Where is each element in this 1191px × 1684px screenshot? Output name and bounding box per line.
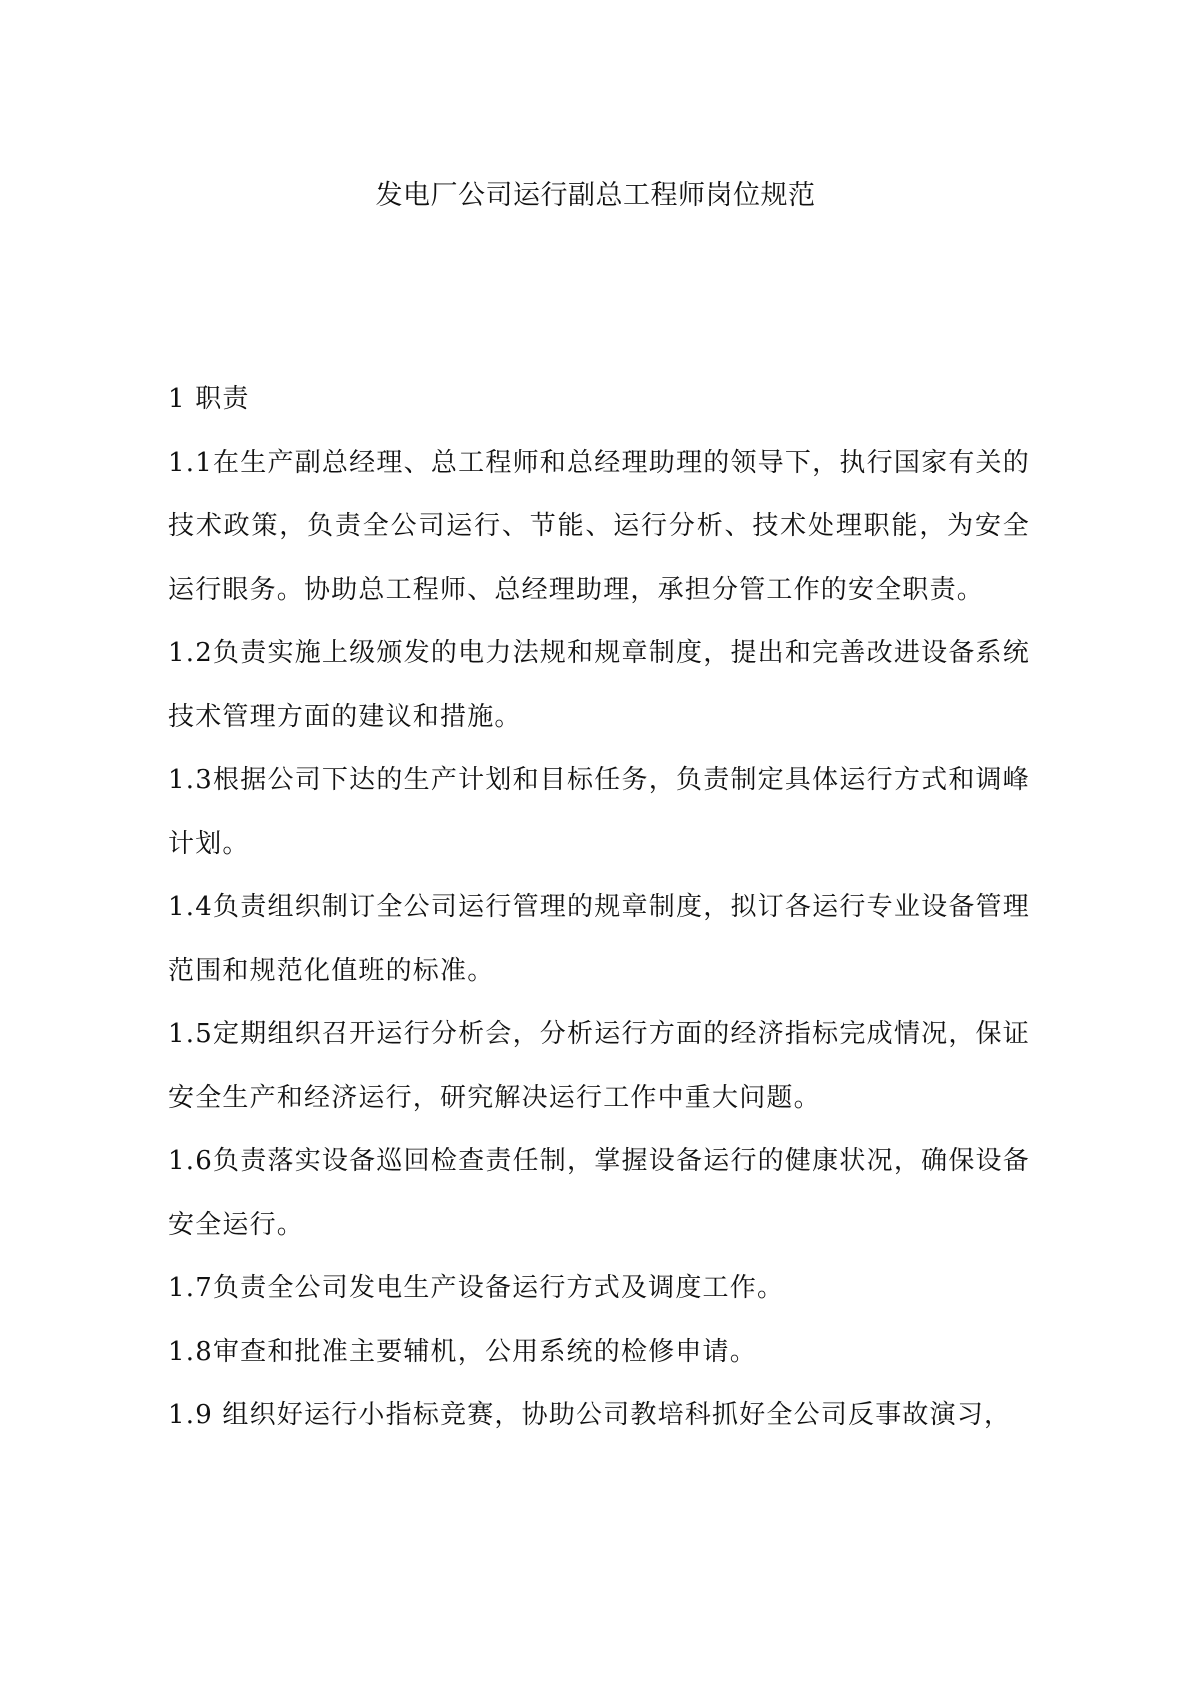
paragraph-1-7: 1.7负责全公司发电生产设备运行方式及调度工作。: [168, 1273, 785, 1303]
paragraph-1-6: 1.6负责落实设备巡回检查责任制，掌握设备运行的健康状况，确保设备安全运行。: [168, 1146, 1030, 1240]
paragraph-1-2: 1.2负责实施上级颁发的电力法规和规章制度，提出和完善改进设备系统技术管理方面的建议和措施。: [168, 638, 1030, 732]
document-title: 发电厂公司运行副总工程师岗位规范: [375, 180, 816, 211]
paragraph-1-8: 1.8审查和批准主要辅机，公用系统的检修申请。: [168, 1336, 757, 1367]
paragraph-1-9: 1.9 组织好运行小指标竞赛，协助公司教培科抓好全公司反事故演习，: [168, 1400, 1012, 1430]
paragraph-1-4: 1.4负责组织制订全公司运行管理的规章制度，拟订各运行专业设备管理范围和规范化值班的标准。: [168, 892, 1030, 986]
paragraph-1-3: 1.3根据公司下达的生产计划和目标任务，负责制定具体运行方式和调峰计划。: [168, 765, 1030, 859]
section-heading: 1 职责: [168, 384, 250, 414]
paragraph-1-5: 1.5定期组织召开运行分析会，分析运行方面的经济指标完成情况，保证安全生产和经济运行，研究解决运行工作中重大问题。: [168, 1019, 1030, 1113]
paragraph-1-1: 1.1在生产副总经理、总工程师和总经理助理的领导下，执行国家有关的技术政策，负责全公司运行、节能、运行分析、技术处理职能，为安全运行眼务。协助总工程师、总经理助理，承担分管工作的安全职责。: [168, 447, 1030, 605]
document-body: [168, 368, 1030, 1448]
